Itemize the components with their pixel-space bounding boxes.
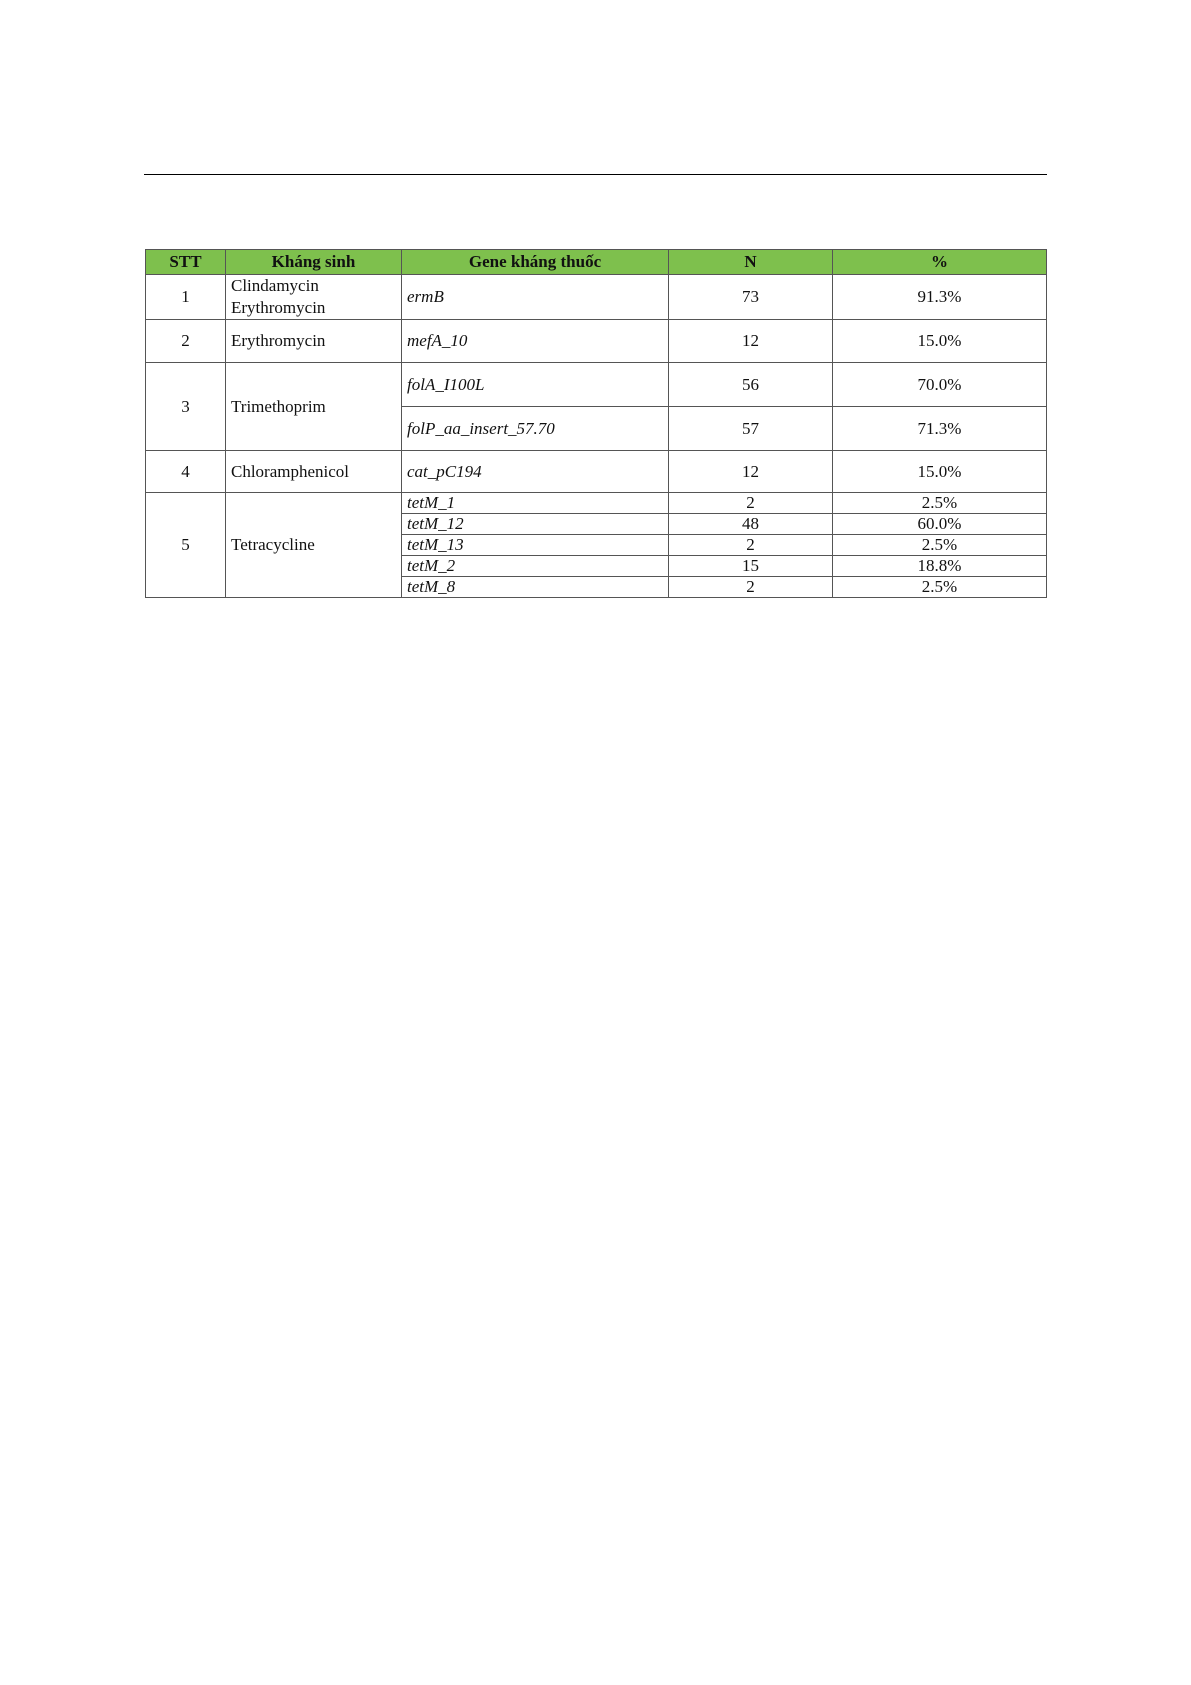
header-rule: [144, 174, 1047, 175]
gene-cell: tetM_13: [402, 535, 669, 556]
gene-cell: cat_pC194: [402, 451, 669, 493]
percent-cell: 2.5%: [833, 535, 1047, 556]
n-cell: 56: [669, 363, 833, 407]
gene-cell: tetM_1: [402, 493, 669, 514]
stt-cell: 5: [146, 493, 226, 598]
antibiotic-cell: [226, 275, 402, 320]
header-antibiotic: Kháng sinh: [226, 250, 402, 275]
antibiotic-line: Erythromycin: [231, 298, 326, 317]
header-gene: Gene kháng thuốc: [402, 250, 669, 275]
n-cell: 15: [669, 556, 833, 577]
table-row: [146, 320, 1047, 363]
percent-cell: 2.5%: [833, 493, 1047, 514]
header-stt: STT: [146, 250, 226, 275]
percent-cell: 18.8%: [833, 556, 1047, 577]
n-cell: 2: [669, 535, 833, 556]
percent-cell: 70.0%: [833, 363, 1047, 407]
stt-cell: 2: [146, 320, 226, 363]
percent-cell: 60.0%: [833, 514, 1047, 535]
gene-cell: tetM_8: [402, 577, 669, 598]
stt-cell: 4: [146, 451, 226, 493]
header-n: N: [669, 250, 833, 275]
table-row: [146, 363, 1047, 407]
n-cell: 48: [669, 514, 833, 535]
n-cell: 12: [669, 320, 833, 363]
gene-cell: ermB: [402, 275, 669, 320]
antibiotic-line: Clindamycin: [231, 276, 319, 295]
table-row: [146, 493, 1047, 514]
gene-cell: mefA_10: [402, 320, 669, 363]
antibiotic-cell: Tetracycline: [226, 493, 402, 598]
n-cell: 57: [669, 407, 833, 451]
percent-cell: 71.3%: [833, 407, 1047, 451]
resistance-gene-table-container: [145, 249, 1046, 598]
percent-cell: 15.0%: [833, 320, 1047, 363]
percent-cell: 15.0%: [833, 451, 1047, 493]
gene-cell: tetM_12: [402, 514, 669, 535]
header-percent: %: [833, 250, 1047, 275]
n-cell: 12: [669, 451, 833, 493]
stt-cell: 1: [146, 275, 226, 320]
stt-cell: 3: [146, 363, 226, 451]
antibiotic-cell: Chloramphenicol: [226, 451, 402, 493]
n-cell: 2: [669, 493, 833, 514]
gene-cell: folA_I100L: [402, 363, 669, 407]
n-cell: 2: [669, 577, 833, 598]
gene-cell: tetM_2: [402, 556, 669, 577]
percent-cell: 2.5%: [833, 577, 1047, 598]
table-header-row: [146, 250, 1047, 275]
table-row: [146, 451, 1047, 493]
antibiotic-cell: Trimethoprim: [226, 363, 402, 451]
table-row: [146, 275, 1047, 320]
resistance-gene-table: [145, 249, 1047, 598]
n-cell: 73: [669, 275, 833, 320]
gene-cell: folP_aa_insert_57.70: [402, 407, 669, 451]
antibiotic-cell: Erythromycin: [226, 320, 402, 363]
percent-cell: 91.3%: [833, 275, 1047, 320]
